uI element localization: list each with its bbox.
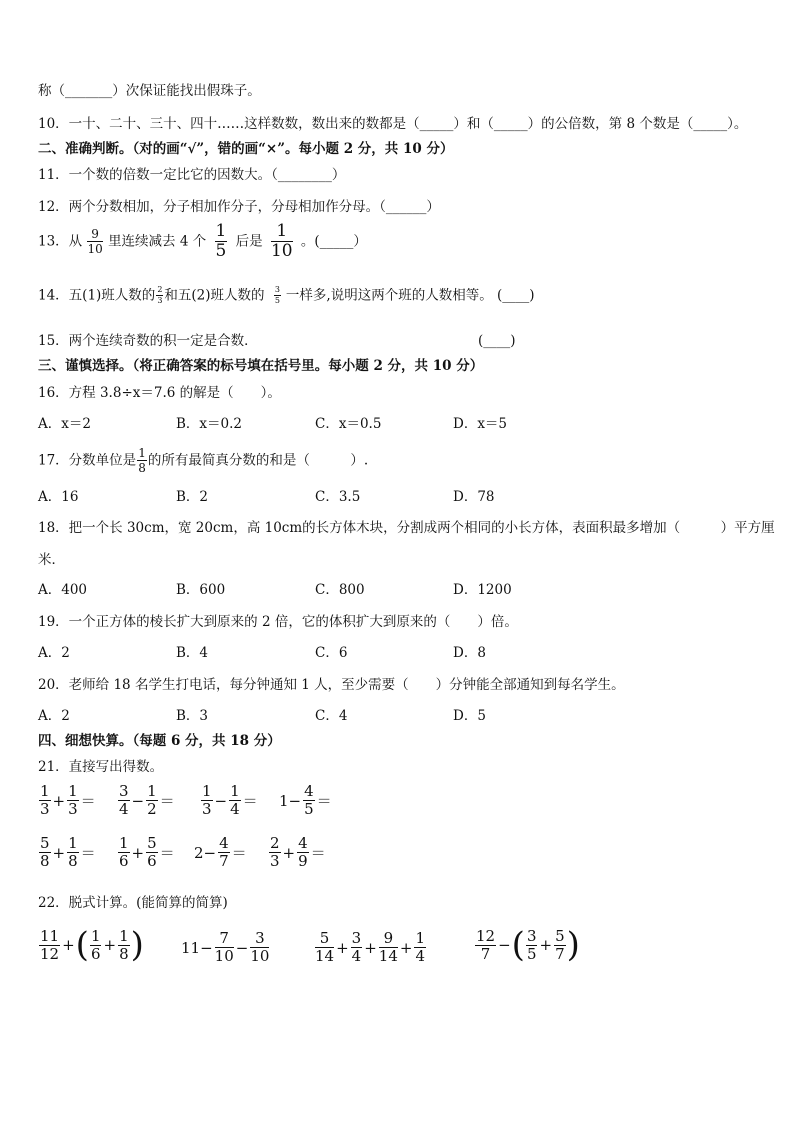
fraction (118, 836, 130, 869)
fraction (39, 836, 51, 869)
q21-expr-1 (38, 784, 97, 817)
fraction-1-8 (137, 447, 147, 474)
fraction (379, 931, 398, 964)
numerator: 1 (119, 926, 129, 945)
operator: + (52, 791, 66, 810)
fraction (351, 931, 363, 964)
q17-option-d: D．78 (453, 489, 495, 505)
fraction (146, 784, 158, 817)
q14-text-a: 14．五(1)班人数的 (38, 287, 156, 304)
fraction (90, 926, 102, 963)
numerator: 1 (68, 834, 78, 852)
q17-option-a: A．16 (38, 489, 79, 505)
q16-option-b: B．x＝0.2 (176, 416, 243, 432)
fraction-2-3 (156, 286, 163, 305)
denominator: 3 (270, 852, 280, 870)
fraction (229, 784, 241, 817)
fraction (39, 784, 51, 817)
fraction (554, 926, 566, 963)
equals: ＝ (159, 792, 175, 810)
fraction (67, 784, 79, 817)
whole-number: 11− (181, 938, 213, 957)
fraction (67, 836, 79, 869)
operator: − (498, 936, 511, 954)
fraction (118, 926, 130, 963)
numerator: 1 (40, 782, 50, 800)
denominator: 6 (119, 852, 129, 870)
numerator: 11 (40, 926, 60, 945)
denominator: 4 (230, 800, 240, 818)
question-11: 11．一个数的倍数一定比它的因数大。（________） (38, 167, 346, 183)
denominator: 8 (119, 944, 129, 963)
q16-option-c: C．x＝0.5 (315, 416, 382, 432)
numerator: 5 (315, 931, 334, 948)
q21-expr-6 (117, 836, 176, 869)
fraction (269, 836, 281, 869)
question-20: 20．老师给 18 名学生打电话，每分钟通知 1 人，至少需要（ ）分钟能全部通知到每名学生。 (38, 677, 625, 693)
q16-option-d: D．x＝5 (453, 416, 508, 432)
denominator: 12 (40, 944, 60, 963)
numerator: 4 (298, 834, 308, 852)
numerator: 3 (274, 285, 280, 294)
fraction (118, 784, 130, 817)
denominator: 9 (298, 852, 308, 870)
fraction (218, 836, 230, 869)
equals: ＝ (80, 844, 96, 862)
equals: ＝ (80, 792, 96, 810)
question-21: 21．直接写出得数。 (38, 759, 164, 775)
denominator: 8 (68, 852, 78, 870)
denominator: 3 (68, 800, 78, 818)
question-15: 15．两个连续奇数的积一定是合数． (38, 333, 258, 349)
q16-option-a: A．x＝2 (38, 416, 91, 432)
denominator: 5 (526, 944, 537, 963)
numerator: 9 (379, 931, 398, 948)
denominator: 3 (157, 296, 163, 305)
denominator: 6 (90, 944, 101, 963)
numerator: 1 (68, 782, 78, 800)
fraction (146, 836, 158, 869)
denominator: 14 (378, 947, 398, 965)
q17-text-b: 的所有最简真分数的和是（ ）. (147, 452, 369, 469)
numerator: 5 (147, 834, 157, 852)
q20-option-d: D．5 (453, 708, 486, 724)
numerator: 5 (40, 834, 50, 852)
q20-option-a: A．2 (38, 708, 70, 724)
q22-expr-1 (38, 925, 144, 965)
q21-expr-4 (278, 784, 333, 817)
numerator: 2 (157, 285, 163, 294)
question-18-continuation: 米． (38, 552, 65, 568)
q20-option-c: C．4 (315, 708, 348, 724)
denominator: 10 (214, 947, 234, 965)
fraction (475, 926, 496, 963)
denominator: 14 (315, 947, 335, 965)
operator: + (62, 936, 75, 954)
q20-option-b: B．3 (176, 708, 209, 724)
q18-option-c: C．800 (315, 582, 365, 598)
denominator: 8 (138, 461, 146, 475)
numerator: 2 (270, 834, 280, 852)
fraction (250, 931, 269, 964)
denominator: 4 (415, 947, 426, 965)
fraction (315, 931, 334, 964)
numerator: 3 (351, 929, 362, 947)
section-4-heading: 四、细想快算。（每题 6 分，共 18 分） (38, 733, 281, 749)
numerator: 1 (202, 782, 212, 800)
fraction-1-5 (215, 223, 228, 260)
q19-option-d: D．8 (453, 645, 486, 661)
question-18: 18．把一个长 30cm，宽 20cm，高 10cm的长方体木块，分割成两个相同的小长方体，表面积最多增加（ ）平方厘 (38, 520, 775, 536)
q13-text-b: 里连续减去 4 个 (108, 233, 207, 250)
denominator: 5 (215, 241, 227, 261)
fraction (201, 784, 213, 817)
q21-expr-5 (38, 836, 97, 869)
q9-continuation: 称（_______）次保证能找出假珠子。 (38, 83, 261, 99)
numerator: 3 (250, 931, 269, 948)
operator: + (399, 938, 413, 957)
q21-expr-7 (193, 836, 248, 869)
numerator: 7 (215, 931, 234, 948)
numerator: 1 (415, 929, 426, 947)
q17-text-a: 17．分数单位是 (38, 452, 137, 469)
operator: + (52, 843, 66, 862)
q22-expr-3 (314, 931, 427, 964)
q18-option-d: D．1200 (453, 582, 512, 598)
equals: ＝ (316, 792, 332, 810)
fraction (303, 784, 315, 817)
denominator: 6 (147, 852, 157, 870)
fraction-1-10 (271, 223, 293, 260)
numerator: 5 (555, 926, 565, 945)
question-22: 22．脱式计算。(能简算的简算) (38, 895, 228, 911)
whole-number: 1− (279, 791, 302, 810)
denominator: 7 (480, 944, 491, 963)
denominator: 5 (304, 800, 314, 818)
denominator: 4 (119, 800, 129, 818)
whole-number: 2− (194, 843, 217, 862)
fraction (414, 931, 426, 964)
denominator: 4 (351, 947, 362, 965)
q18-option-b: B．600 (176, 582, 226, 598)
equals: ＝ (231, 844, 247, 862)
q19-option-c: C．6 (315, 645, 348, 661)
operator: − (131, 791, 145, 810)
fraction (39, 926, 60, 963)
numerator: 3 (119, 782, 129, 800)
denominator: 3 (202, 800, 212, 818)
right-paren: ) (566, 925, 580, 965)
operator: + (364, 938, 377, 957)
q21-expr-2 (117, 784, 176, 817)
numerator: 1 (230, 782, 240, 800)
denominator: 7 (219, 852, 229, 870)
operator: + (336, 938, 349, 957)
question-13 (38, 222, 367, 261)
q13-text-a: 13．从 (38, 233, 83, 250)
numerator: 1 (147, 782, 157, 800)
denominator: 10 (270, 241, 293, 261)
left-paren: ( (511, 925, 525, 965)
q19-option-b: B．4 (176, 645, 209, 661)
q17-option-c: C．3.5 (315, 489, 361, 505)
operator: + (539, 936, 553, 954)
fraction (215, 931, 234, 964)
numerator: 4 (219, 834, 229, 852)
section-3-heading: 三、谨慎选择。（将正确答案的标号填在括号里。每小题 2 分，共 10 分） (38, 358, 484, 374)
operator: + (282, 843, 296, 862)
numerator: 1 (119, 834, 129, 852)
operator: + (131, 843, 145, 862)
numerator: 1 (215, 221, 227, 241)
operator: + (103, 936, 117, 954)
q15-answer-blank: (____) (478, 333, 516, 349)
numerator: 1 (90, 926, 101, 945)
equals: ＝ (310, 844, 326, 862)
fraction-3-5 (274, 286, 281, 305)
fraction-9-10 (87, 228, 102, 255)
equals: ＝ (159, 844, 175, 862)
equals: ＝ (242, 792, 258, 810)
q14-text-b: 和五(2)班人数的 (164, 287, 265, 304)
q13-text-c: 后是 (235, 233, 263, 250)
numerator: 12 (476, 926, 496, 945)
numerator: 4 (304, 782, 314, 800)
q21-expr-3 (200, 784, 259, 817)
numerator: 1 (271, 223, 293, 242)
numerator: 3 (526, 926, 537, 945)
question-14 (38, 283, 535, 308)
fraction (297, 836, 309, 869)
operator: − (235, 938, 249, 957)
right-paren: ) (130, 925, 144, 965)
q17-option-b: B．2 (176, 489, 209, 505)
denominator: 10 (250, 947, 270, 965)
operator: − (214, 791, 228, 810)
denominator: 3 (40, 800, 50, 818)
left-paren: ( (75, 925, 89, 965)
denominator: 7 (555, 944, 565, 963)
q19-option-a: A．2 (38, 645, 70, 661)
numerator: 1 (138, 446, 146, 460)
section-2-heading: 二、准确判断。（对的画“√”，错的画“×”。每小题 2 分，共 10 分） (38, 141, 454, 157)
denominator: 2 (147, 800, 157, 818)
denominator: 8 (40, 852, 50, 870)
denominator: 10 (87, 242, 103, 256)
q13-text-d: 。(_____） (300, 233, 367, 250)
question-12: 12．两个分数相加，分子相加作分子，分母相加作分母。（______） (38, 199, 440, 215)
q21-expr-8 (268, 836, 327, 869)
q22-expr-4 (474, 925, 580, 965)
q18-option-a: A．400 (38, 582, 88, 598)
q22-expr-2 (180, 931, 270, 964)
fraction (526, 926, 538, 963)
q14-text-c: 一样多,说明这两个班的人数相等。 (____) (285, 287, 535, 304)
denominator: 5 (274, 296, 280, 305)
question-17 (38, 440, 368, 481)
question-10: 10．一十、二十、三十、四十……这样数数，数出来的数都是（_____）和（_____）的公倍数，第 8 个数是（_____）。 (38, 116, 748, 132)
numerator: 9 (87, 228, 102, 242)
question-19: 19．一个正方体的棱长扩大到原来的 2 倍，它的体积扩大到原来的（ ）倍。 (38, 614, 518, 630)
question-16: 16．方程 3.8÷x＝7.6 的解是（ ）。 (38, 385, 281, 401)
